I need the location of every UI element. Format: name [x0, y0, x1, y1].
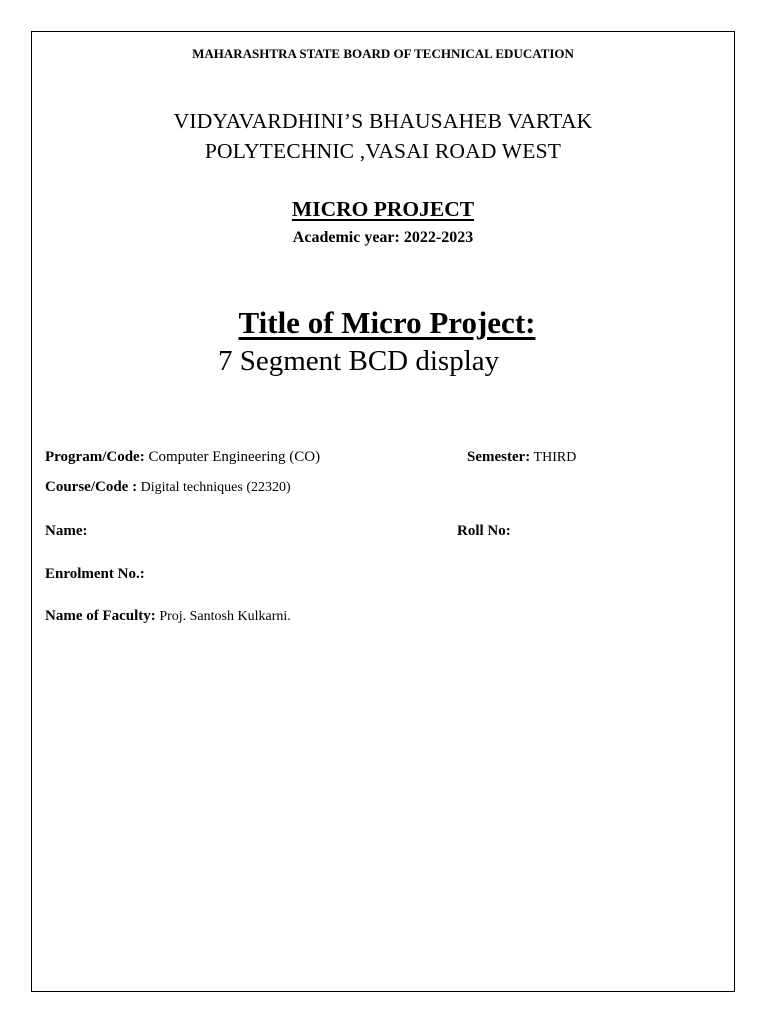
name-label: Name: — [45, 523, 88, 539]
faculty-label: Name of Faculty: — [45, 608, 156, 624]
project-title-label: Title of Micro Project: — [238, 305, 536, 340]
roll-no-label: Roll No: — [457, 523, 511, 539]
semester-field — [467, 449, 576, 466]
project-title-value: 7 Segment BCD display — [218, 345, 500, 377]
college-name-line1: VIDYAVARDHINI’S BHAUSAHEB VARTAK — [173, 109, 593, 133]
enrolment-label: Enrolment No.: — [45, 566, 145, 582]
faculty-field — [45, 608, 291, 625]
college-name — [31, 106, 735, 166]
course-code-field — [45, 479, 291, 496]
academic-year: Academic year: 2022-2023 — [292, 229, 474, 246]
semester-value: THIRD — [530, 450, 577, 465]
program-code-field — [45, 449, 320, 466]
faculty-value: Proj. Santosh Kulkarni. — [155, 609, 291, 624]
program-code-value: Computer Engineering (CO) — [144, 449, 321, 465]
page-border — [31, 31, 735, 992]
micro-project-heading: MICRO PROJECT — [291, 197, 475, 221]
course-code-value: Digital techniques (22320) — [137, 480, 291, 495]
course-code-label: Course/Code : — [45, 479, 138, 495]
enrolment-field — [45, 566, 145, 583]
board-name: MAHARASHTRA STATE BOARD OF TECHNICAL EDUCATION — [192, 46, 574, 61]
college-name-line2: POLYTECHNIC ,VASAI ROAD WEST — [204, 139, 562, 163]
name-field — [45, 523, 87, 540]
program-code-label: Program/Code: — [45, 449, 145, 465]
semester-label: Semester: — [467, 449, 531, 465]
roll-no-field — [457, 523, 511, 540]
